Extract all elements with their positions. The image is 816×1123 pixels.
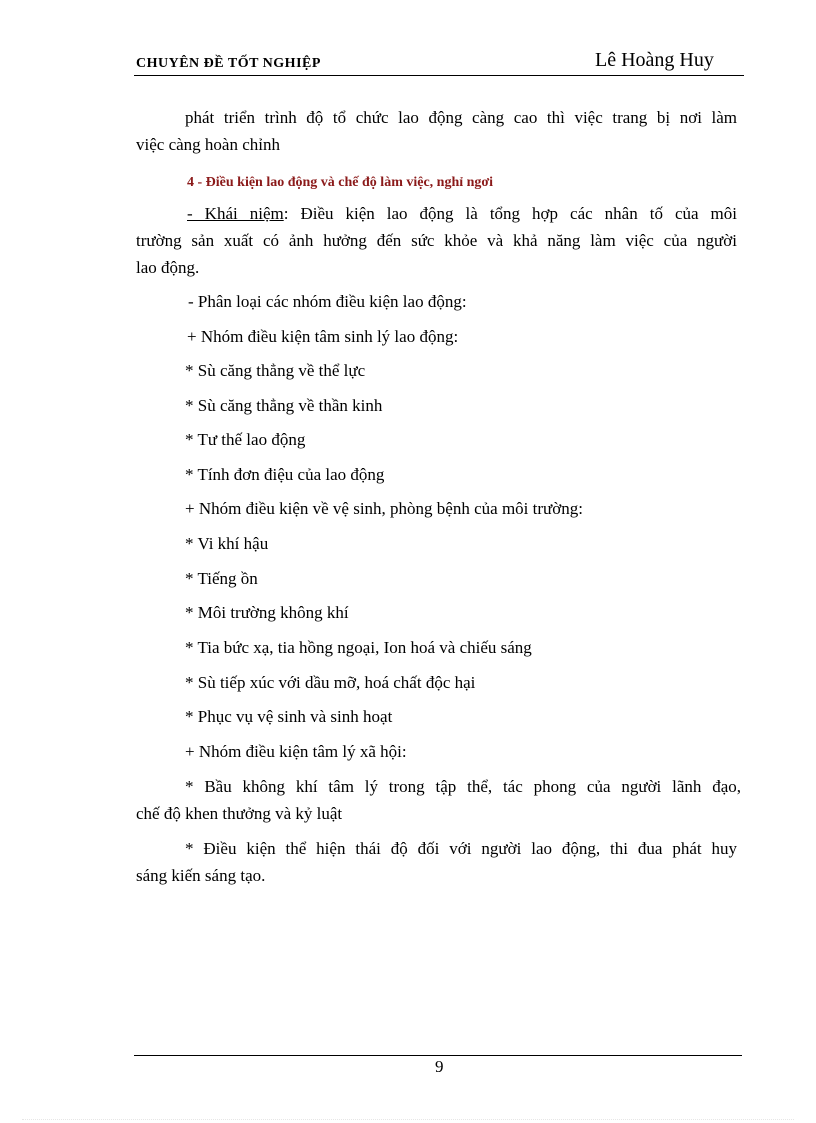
list-item: - Phân loại các nhóm điều kiện lao động: xyxy=(188,292,467,311)
footer-divider xyxy=(134,1055,742,1056)
list-item: * Phục vụ vệ sinh và sinh hoạt xyxy=(185,707,393,726)
section-heading: 4 - Điều kiện lao động và chế độ làm việc, nghỉ ngơi xyxy=(187,175,494,190)
paragraph-line: sáng kiến sáng tạo. xyxy=(136,866,266,885)
list-item: + Nhóm điều kiện tâm sinh lý lao động: xyxy=(187,327,459,346)
paragraph-line: chế độ khen thưởng và kỷ luật xyxy=(136,804,343,823)
list-item: * Vi khí hậu xyxy=(185,534,269,553)
paragraph-line: lao động. xyxy=(136,258,200,277)
header-divider xyxy=(134,75,744,76)
paragraph-line: việc càng hoàn chỉnh xyxy=(136,135,280,154)
list-item: + Nhóm điều kiện tâm lý xã hội: xyxy=(185,742,407,761)
author-name: Lê Hoàng Huy xyxy=(595,49,714,71)
paragraph-line: * Điều kiện thể hiện thái độ đối với người lao động, thi đua phát huy xyxy=(185,839,737,858)
page-number: 9 xyxy=(435,1057,444,1076)
list-item: * Tính đơn điệu của lao động xyxy=(185,465,385,484)
list-item: * Sù căng thẳng về thần kinh xyxy=(185,396,383,415)
list-item: * Tia bức xạ, tia hồng ngoại, Ion hoá và chiếu sáng xyxy=(185,638,532,657)
paragraph-line: trường sản xuất có ảnh hưởng đến sức khỏe và khả năng làm việc của người xyxy=(136,231,737,250)
list-item: + Nhóm điều kiện về vệ sinh, phòng bệnh của môi trường: xyxy=(185,499,583,518)
list-item: * Tiếng ồn xyxy=(185,569,258,588)
list-item: * Sù tiếp xúc với dầu mỡ, hoá chất độc hại xyxy=(185,673,476,692)
definition-text: : Điều kiện lao động là tổng hợp các nhân tố của môi xyxy=(283,204,738,223)
page-edge-divider xyxy=(22,1119,794,1120)
definition-line xyxy=(187,204,737,224)
paragraph-line: * Bầu không khí tâm lý trong tập thể, tác phong của người lãnh đạo, xyxy=(185,777,741,796)
document-title: CHUYÊN ĐỀ TỐT NGHIỆP xyxy=(136,56,321,71)
paragraph-line: phát triển trình độ tổ chức lao động càng cao thì việc trang bị nơi làm xyxy=(185,108,737,127)
list-item: * Tư thế lao động xyxy=(185,430,306,449)
list-item: * Môi trường không khí xyxy=(185,603,349,622)
definition-label: - Khái niệm xyxy=(187,204,284,223)
list-item: * Sù căng thẳng về thể lực xyxy=(185,361,366,380)
